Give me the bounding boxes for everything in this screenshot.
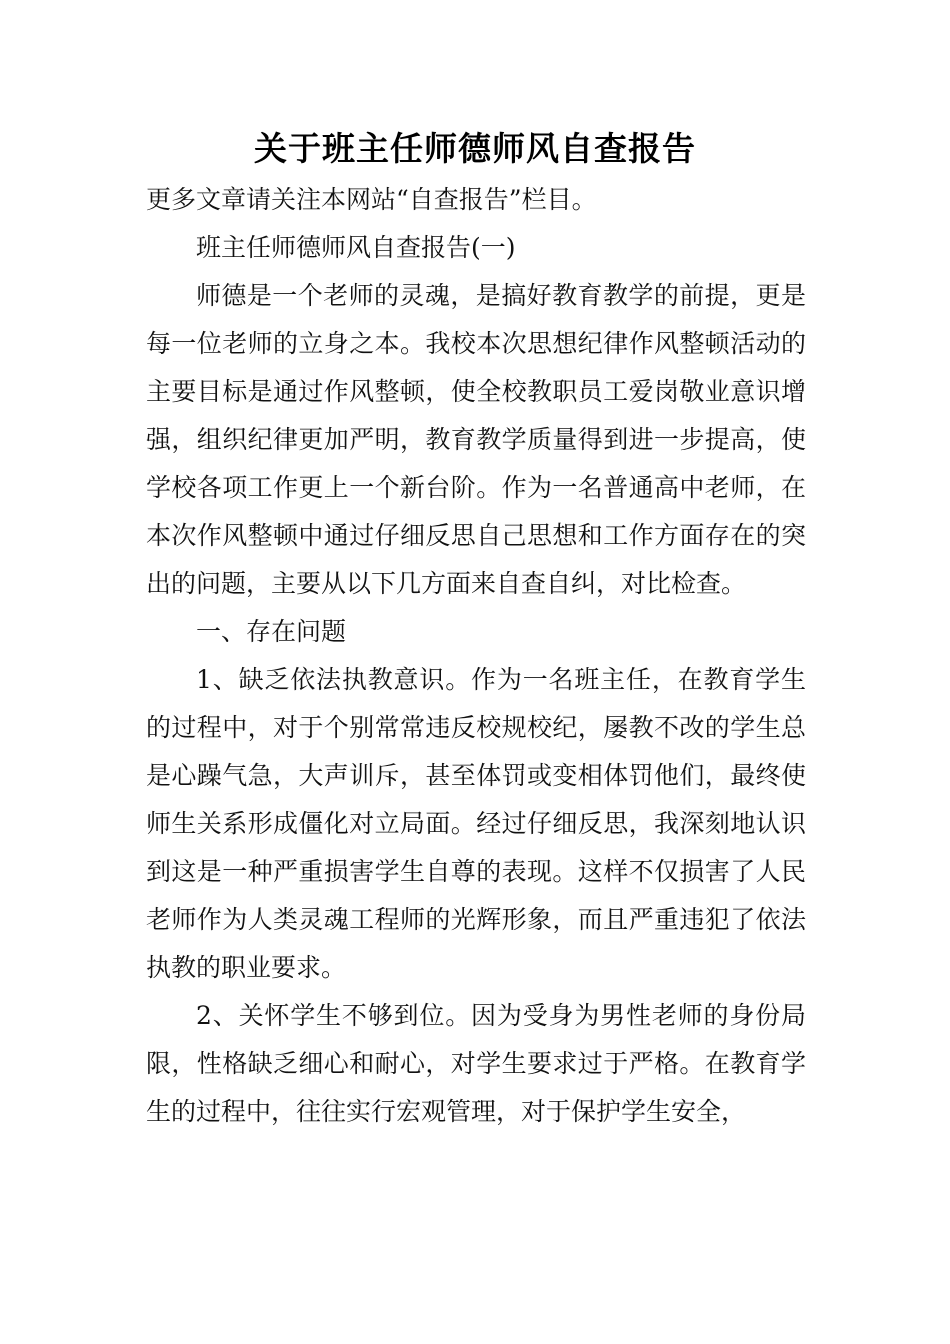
document-title: 关于班主任师德师风自查报告	[254, 129, 696, 168]
paragraph-problem-1: 1、缺乏依法执教意识。作为一名班主任，在教育学生的过程中，对于个别常常违反校规校纪，屡教不改的学生总是心躁气急，大声训斥，甚至体罚或变相体罚他们，最终使师生关系形成僵化对立局面。经过仔细反思，我深刻地认识到这是一种严重损害学生自尊的表现。这样不仅损害了人民老师作为人类灵魂工程师的光辉形象，而且严重违犯了依法执教的职业要求。	[146, 665, 806, 982]
section-heading-problems: 一、存在问题	[196, 617, 347, 646]
document-body	[146, 176, 806, 1136]
paragraph-teacher-ethics: 师德是一个老师的灵魂，是搞好教育教学的前提，更是每一位老师的立身之本。我校本次思想纪律作风整顿活动的主要目标是通过作风整顿，使全校教职员工爱岗敬业意识增强，组织纪律更加严明，教育教学质量得到进一步提高，使学校各项工作更上一个新台阶。作为一名普通高中老师，在本次作风整顿中通过仔细反思自己思想和工作方面存在的突出的问题，主要从以下几方面来自查自纠，对比检查。	[146, 281, 806, 598]
intro-line: 更多文章请关注本网站“自查报告”栏目。	[146, 185, 597, 214]
section-heading-report-one: 班主任师德师风自查报告(一)	[196, 233, 516, 262]
paragraph-problem-2: 2、关怀学生不够到位。因为受身为男性老师的身份局限，性格缺乏细心和耐心，对学生要求过于严格。在教育学生的过程中，往往实行宏观管理，对于保护学生安全，	[146, 1001, 806, 1126]
